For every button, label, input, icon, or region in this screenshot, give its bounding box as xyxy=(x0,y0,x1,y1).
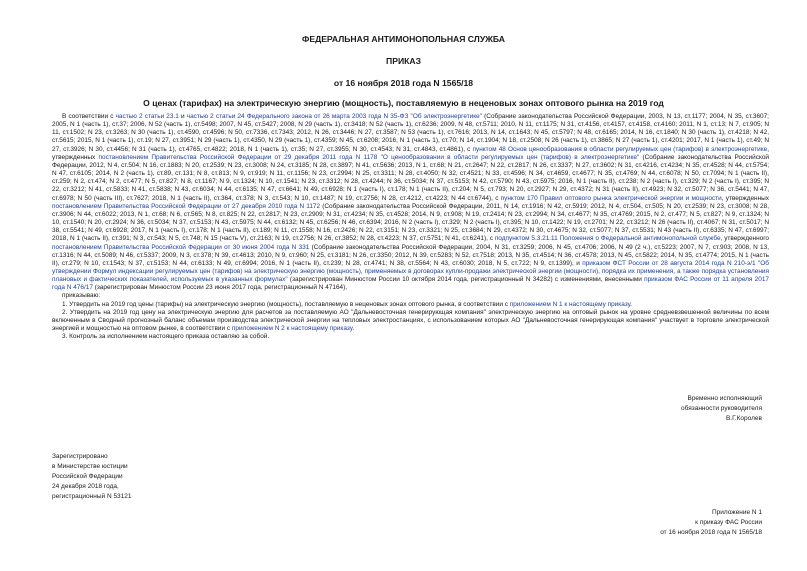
appendix-header xyxy=(562,508,762,538)
link-pricing-basics-p48[interactable]: пунктом 48 Основ ценообразования в области регулируемых цен (тарифов) в электроэнергетике xyxy=(472,145,768,153)
link-fst-order-210-e1[interactable]: приказом ФСТ России от 28 августа 2014 года N 210-э/1 "Об утверждении Формул индексации регулируемых цен (тарифов) на электрическую энергию (мощность), применяемых в договорах купли-продажи электрической энергии (мощности), порядка их применения, а также порядка установления плановых и фактических показателей, используемых в указанных формулах" xyxy=(52,259,769,284)
preamble-text-6: , утвержденных xyxy=(721,194,769,202)
preamble-text-9: (Собрание законодательства Российской Федерации, 2004, N 31, ст.3259; 2006, N 45, ст.4706; 2006, N 49 (2 ч.), ст.5223; 2007, N 7, ст.903; 2008, N 13, ст.1316; N 44, ст.5089; N 46, ст.5337; 2009, N 3, ст.378; N 39, ст.4613; 2010, N 9, ст.960; N 25, ст.3181; N 26, ст.3350; 2012, N 39, ст.5283; N 52, ст.7518; 2013, N 35, ст.4514; N 36, ст.4578; 2013, N 45, ст.5822; 2014, N 35, ст.4774; 2015, N 1 (часть II), ст.279; N 10, ст.1543; N 37, ст.5153; N 44, ст.6133; N 49, ст.6994; 2016, N 1 (часть II), ст.239; N 28, ст.4741; N 38, ст.5564; N 43, ст.6030; 2018, N 5, ст.722; N 9, ст.1399), и xyxy=(52,243,769,267)
registration-line-1: Зарегистрировано xyxy=(52,453,108,460)
signer-name: В.Г.Королев xyxy=(725,415,762,422)
preamble-paragraph xyxy=(52,113,769,292)
link-federal-law-35fz[interactable]: частью 2 статьи 24 Федерального закона от 26 марта 2003 года N 35-ФЗ "Об электроэнергетике" xyxy=(186,113,483,120)
link-government-decree-1178[interactable]: постановлением Правительства Российской Федерации от 29 декабря 2011 года N 1178 "О ценообразовании в области регулируемых цен (тарифов) в электроэнергетике" xyxy=(98,153,640,161)
preamble-text-1: В соответствии с xyxy=(62,113,116,120)
preamble-text-11: (зарегистрирован Минюстом России 23 июня 2017 года, регистрационный N 47164), xyxy=(92,284,348,292)
preamble-text-3: (Собрание законодательства Российской Федерации, 2003, N 13, ст.1177; 2004, N 35, ст.3607; 2005, N 1 (часть 1), ст.37; 2006, N 52 (часть 1), ст.5498; 2007, N 45, ст.5427; 2008, N 29 (часть 1), ст.3418; N 52 (часть 1), ст.6236; 2009, N 48, ст.5711; 2010, N 11, ст.1175; N 31, ст.4156, ст.4157, ст.4158, ст.4160; 2011, N 1, ст.13; N 7, ст.905; N 11, ст.1502; N 23, ст.3263; N 30 (часть 1), ст.4590, ст.4596; N 50, ст.7336, ст.7343; 2012, N 26, ст.3446; N 27, ст.3587; N 53 (часть 1), ст.7616; 2013, N 14, ст.1643; N 45, ст.5797; N 48, ст.6165; 2014, N 16, ст.1840; N 30 (часть 1), ст.4218; N 42, ст.5615; 2015, N 1 (часть 1), ст.19; N 27, ст.3951; N 29 (часть 1), ст.4350, N 29 (часть 1), ст.4359; N 45, ст.6208; 2016, N 1 (часть 1), ст.70; N 14, ст.1904; N 18, ст.2508; N 26 (часть 1), ст.3865; N 27 (часть 1), ст.4201; 2017, N 1 (часть 1), ст.49; N 27, ст.3926; N 30, ст.4456; N 31 (часть 1), ст.4765, ст.4822; 2018, N 1 (часть 1), ст.35; N 27, ст.3955; N 30, ст.4543; N 31, ст.4843, ст.4861), с xyxy=(52,113,769,153)
item-2-text: 2. Утвердить на 2019 год цену на электрическую энергию для расчетов за поставляемую АО "Дальневосточная генерирующая компания" электрическую энергию на оптовый рынок на уровне средневзвешенной величины по всем включенным в Сводный прогнозный баланс объемам производства электрической энергии на тепловых электростанциях, с использованием которых АО "Дальневосточная генерирующая компания" участвует в торговле электрической энергией и мощностью на оптовом рынке, в соответствии с xyxy=(52,308,769,333)
link-appendix-2[interactable]: приложением N 2 к настоящему приказу xyxy=(231,325,353,333)
preamble-text-5: (Собрание законодательства Российской Федерации, 2012, N 4, ст.504; N 16, ст.1883; N 20, ст.2539; N 23, ст.3008; N 24, ст.3185; N 28, ст.3897; N 41, ст.5636; 2013, N 1, ст.68; N 21, ст.2647; N 22, ст.2817; N 26, ст.3337; N 27, ст.3602; N 31, ст.4216, ст.4234; N 35, ст.4528; N 44, ст.5754; N 47, ст.6105; 2014, N 2 (часть 1), ст.89, ст.131; N 8, ст.813; N 9, ст.919; N 11, ст.1156; N 23, ст.2994; N 25, ст.3311; N 28, ст.4050; N 32, ст.4521; N 33, ст.4596; N 34, ст.4659, ст.4677; N 35, ст.4769; N 44, ст.6078; N 50, ст.7094; N 1 (часть II), ст.259; N 2, ст.474; N 2, ст.477; N 5, ст.827; N 8, ст.1167; N 9, ст.1324; N 10, ст.1541; N 23, ст.3312; N 28, ст.4244; N 36, ст.5034; N 37, ст.5153; N 42, ст.5790; N 43, ст.5975; 2016, N 1 (часть II), ст.238; N 2 (часть I), ст.329; N 2 (часть I), ст.395; N 22, ст.3212; N 41, ст.5833; N 41, ст.5838; N 43, ст.6034; N 44, ст.6135; N 47, ст.6641; N 49, ст.6928; N 1 (часть I), ст.178; N 1 (часть II), ст.204; N 5, ст.793; N 20, ст.2927; N 29, ст.4372; N 31 (часть II), ст.4923; N 32, ст.5077; N 36, ст.5441; N 47, ст.6978; N 50 (часть III), ст.7627; 2018, N 1 (часть II), ст.364, ст.378; N 3, ст.543; N 10, ст.1487; N 19, ст.2756; N 28, ст.4212, ст.4223; N 44 ст.6744), с xyxy=(52,153,770,202)
item-2-end: . xyxy=(352,325,355,333)
registration-line-3: Российской Федерации xyxy=(52,473,123,480)
link-government-decree-1172[interactable]: постановлением Правительства Российской Федерации от 27 декабря 2010 года N 1172 xyxy=(52,202,321,210)
registration-line-2: в Министерстве юстиции xyxy=(52,463,128,470)
document-title: О ценах (тарифах) на электрическую энергию (мощность), поставляемую в неценовых зонах оптового рынка на 2019 год xyxy=(143,98,664,108)
link-fas-regulation-5-3-21-11[interactable]: подпунктом 5.3.21.11 Положения о Федеральной антимонопольной службе xyxy=(494,235,721,243)
item-1 xyxy=(52,301,769,309)
signer-position-2: обязанности руководителя xyxy=(681,405,762,412)
preamble-text-8: , утвержденного xyxy=(720,235,770,243)
document-type: ПРИКАЗ xyxy=(386,56,421,66)
preamble-text-7: (Собрание законодательства Российской Федерации, 2011, N 14, ст.1916; N 42, ст.5919; 2012, N 4, ст.504, ст.505; N 20, ст.2539; N 23, ст.3008; N 28, ст.3906; N 44, ст.6022; 2013, N 1, ст.68; N 6, ст.565; N 8, ст.825; N 22, ст.2817; N 23, ст.2909; N 31, ст.4234; N 35, ст.4528; 2014, N 9, ст.908; N 19, ст.2414; N 23, ст.2994; N 34, ст.4677; N 35, ст.4769; 2015, N 2, ст.477; N 5, ст.827; N 9, ст.1324; N 10, ст.1540; N 20, ст.2924; N 36, ст.5034; N 37, ст.5153; N 43, ст.5975; N 44, ст.6132; N 45, ст.6256; N 46, ст.6394; 2016, N 2 (часть I), ст.329; N 2 (часть I), ст.395; N 10, ст.1422; N 19, ст.2701; N 22, ст.3212; N 26 (часть II), ст.4067; N 31, ст.5017; N 38, ст.5541; N 49, ст.6928; 2017, N 1 (часть I), ст.178; N 1 (часть II), ст.189; N 11, ст.1558; N 16, ст.2426; N 22, ст.3151; N 23, ст.3321; N 25, ст.3684; N 29, ст.4372; N 30, ст.4675; N 32, ст.5077; N 37, ст.5531; N 43 (часть II), ст.6335; N 47, ст.6997; 2018, N 1 (часть II), ст.391; N 3, ст.543; N 5, ст.748; N 15 (часть V), ст.2163; N 19, ст.2756; N 26, ст.3852; N 28, ст.4223; N 37, ст.5751; N 41, ст.6241), с xyxy=(52,202,770,243)
item-1-end: . xyxy=(630,300,632,308)
order-word: приказываю: xyxy=(62,292,101,300)
preamble-text-4: , утвержденных xyxy=(52,145,769,161)
link-law-part2-art23-1[interactable]: частью 2 статьи 23.1 xyxy=(115,113,179,120)
appendix-order-date: от 16 ноября 2018 года N 1565/18 xyxy=(660,529,762,536)
signature-block xyxy=(602,394,762,424)
link-government-decree-331[interactable]: постановлением Правительства Российской Федерации от 30 июня 2004 года N 331 xyxy=(52,243,310,251)
document-body xyxy=(52,113,769,341)
document-date-number: от 16 ноября 2018 года N 1565/18 xyxy=(333,78,474,88)
registration-number: регистрационный N 53121 xyxy=(52,493,132,500)
agency-name: ФЕДЕРАЛЬНАЯ АНТИМОНОПОЛЬНАЯ СЛУЖБА xyxy=(302,34,505,44)
link-appendix-1[interactable]: приложением N 1 к настоящему приказу xyxy=(509,300,631,308)
registration-date: 24 декабря 2018 года, xyxy=(52,483,119,490)
link-fas-order-476-17[interactable]: приказом ФАС России от 11 апреля 2017 года N 476/17 xyxy=(52,276,769,292)
appendix-ref: к приказу ФАС России xyxy=(695,519,762,526)
preamble-text-10: (зарегистрирован Минюстом России 10 октября 2014 года, регистрационный N 34282) с изменениями, внесенными xyxy=(287,276,645,284)
item-3: 3. Контроль за исполнением настоящего приказа оставляю за собой. xyxy=(62,333,270,341)
registration-block xyxy=(52,452,252,502)
item-1-text: 1. Утвердить на 2019 год цены (тарифы) на электрическую энергию (мощность), поставляемую в неценовых зонах оптового рынка, в соответствии с xyxy=(62,300,510,308)
preamble-text-2: и xyxy=(178,113,187,120)
signer-position-1: Временно исполняющий xyxy=(687,395,762,402)
item-2 xyxy=(52,309,769,333)
appendix-number: Приложение N 1 xyxy=(711,509,762,516)
link-market-rules-p170[interactable]: пунктом 170 Правил оптового рынка электрической энергии и мощности xyxy=(500,194,722,202)
